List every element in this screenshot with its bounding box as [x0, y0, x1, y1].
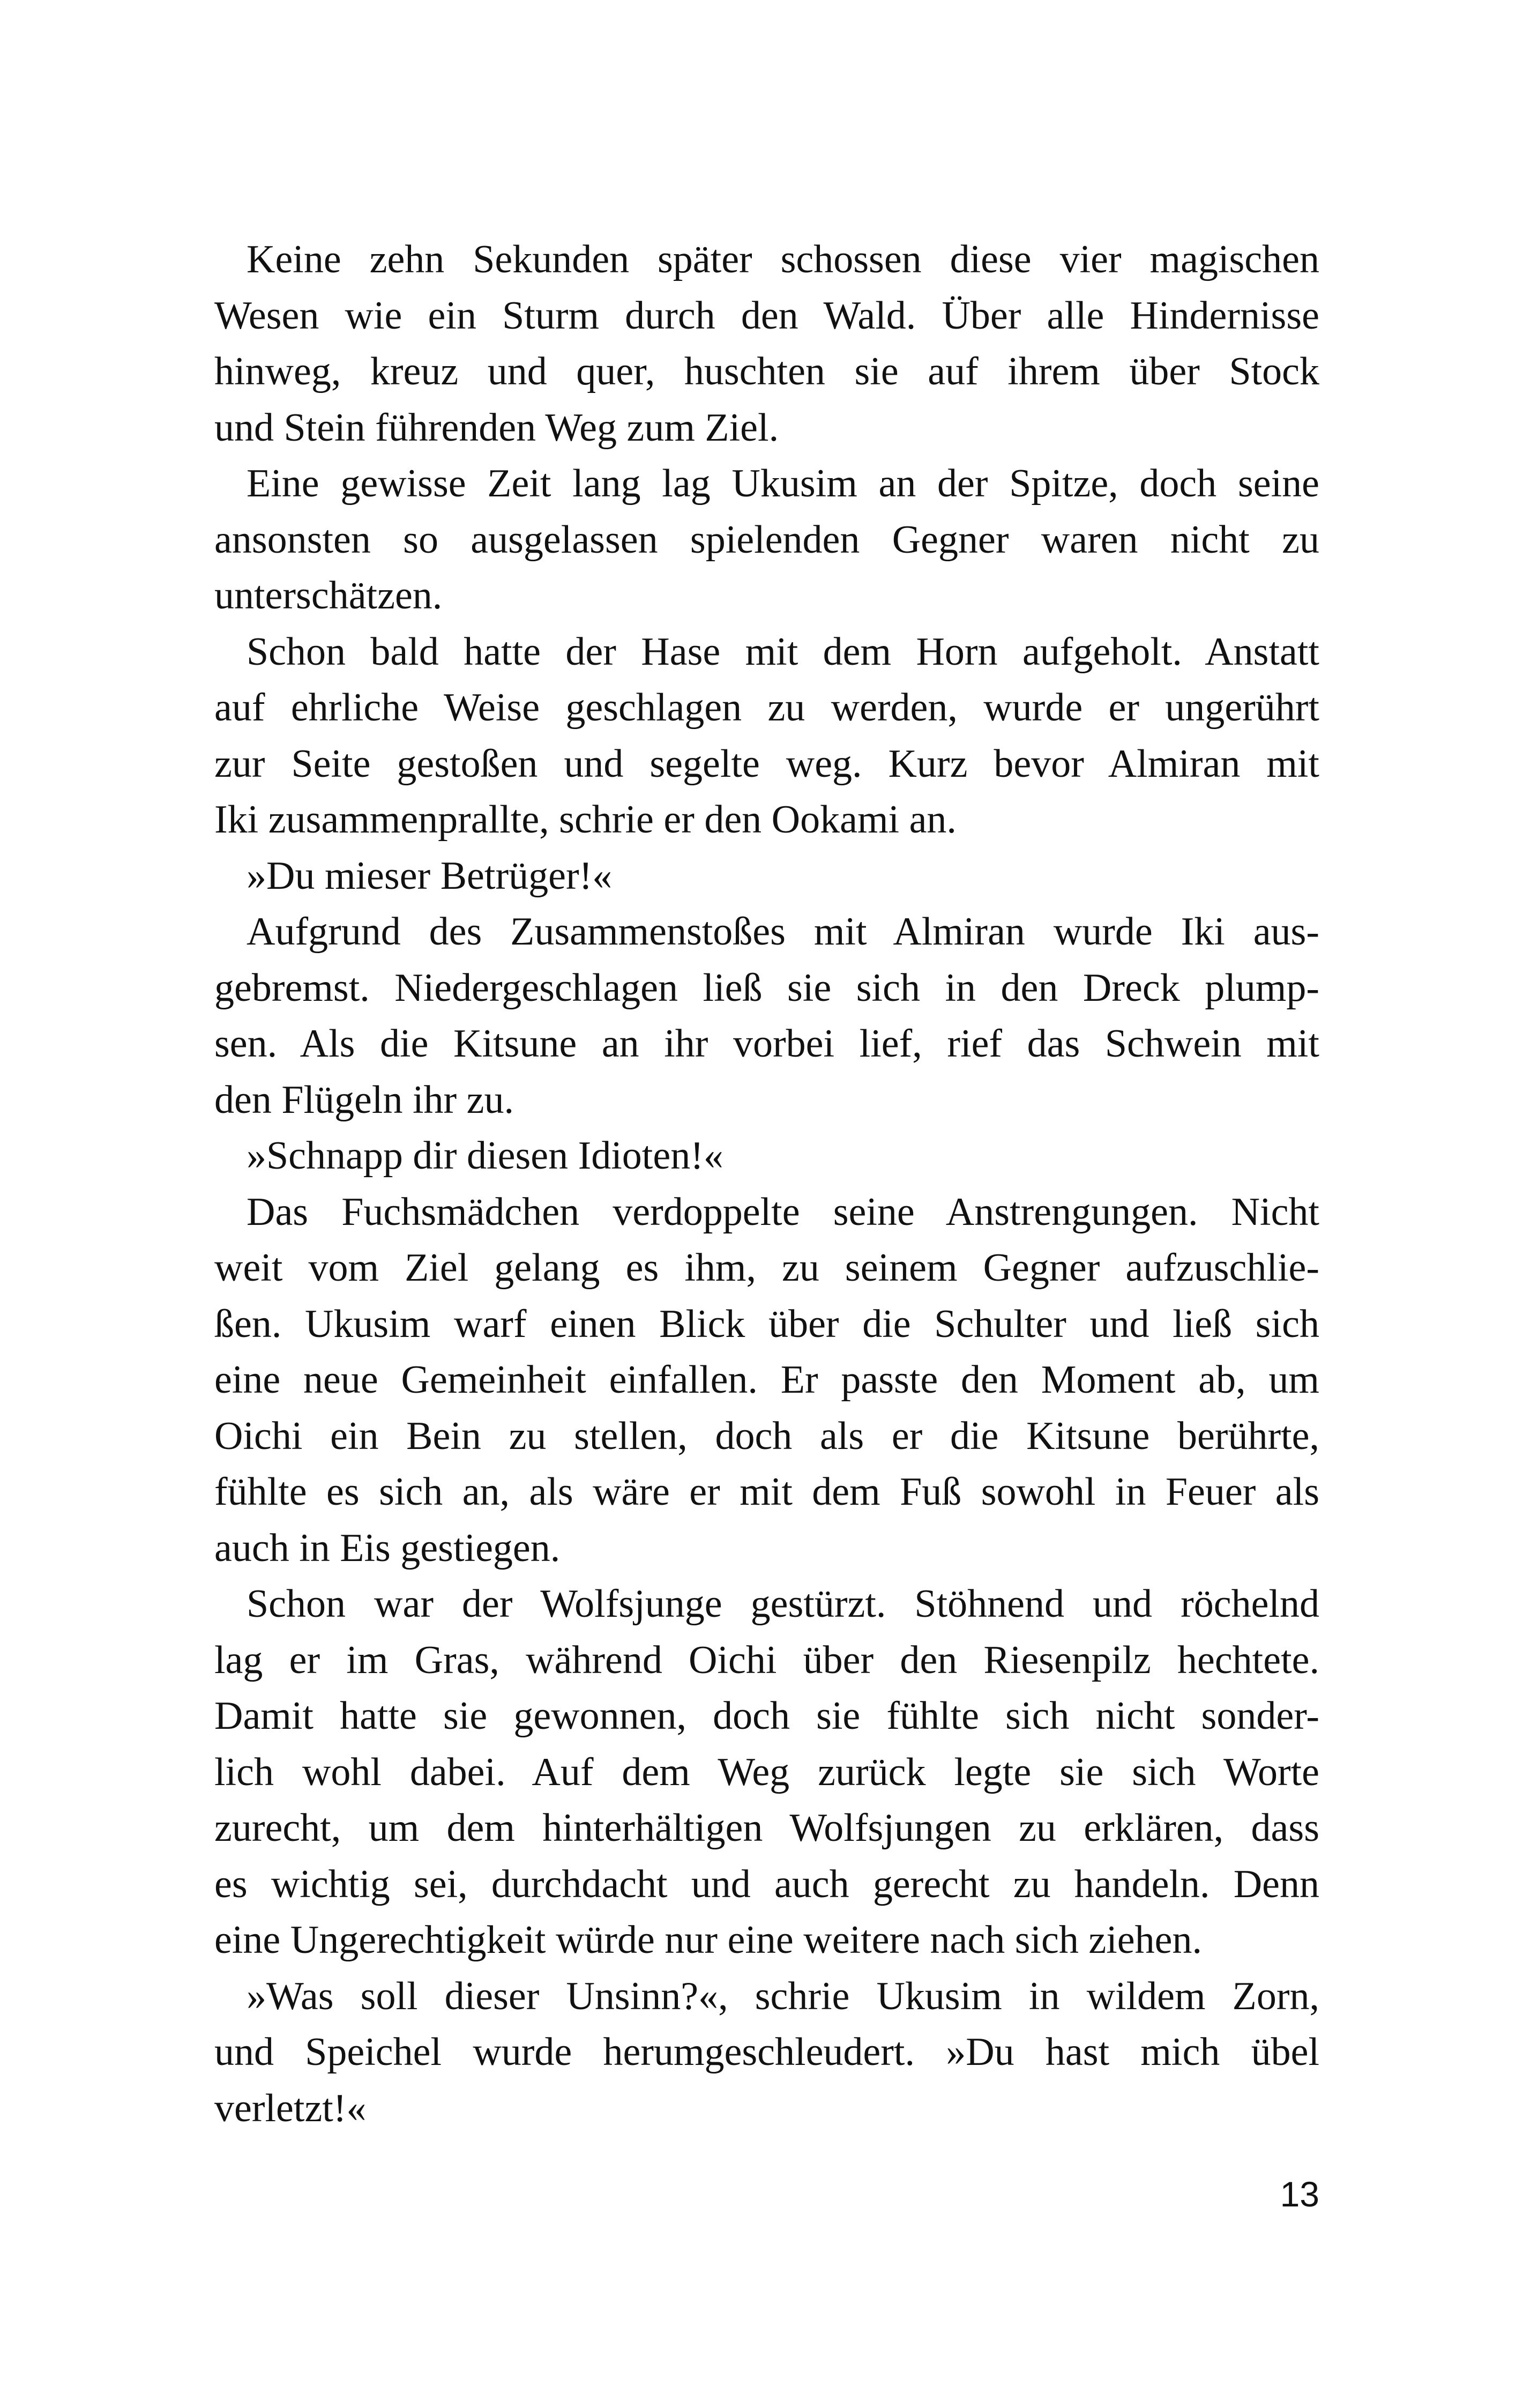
paragraph — [214, 624, 1319, 848]
text-line: es wichtig sei, durchdacht und auch gerecht zu handeln. Denn — [214, 1862, 1319, 1906]
text-line: unterschätzen. — [214, 574, 443, 618]
paragraph — [214, 1968, 1319, 2137]
text-line: verletzt!« — [214, 2086, 367, 2130]
text-line: sen. Als die Kitsune an ihr vorbei lief, rief das Schwein mit — [214, 1022, 1319, 1066]
text-line: zurecht, um dem hinterhältigen Wolfsjungen zu erklären, dass — [214, 1806, 1319, 1850]
body-text — [214, 232, 1319, 2136]
text-line: zur Seite gestoßen und segelte weg. Kurz bevor Almiran mit — [214, 741, 1319, 786]
text-line: Wesen wie ein Sturm durch den Wald. Über alle Hindernisse — [214, 293, 1319, 338]
text-line: ansonsten so ausgelassen spielenden Gegner waren nicht zu — [214, 517, 1319, 562]
paragraph — [214, 232, 1319, 456]
text-line: und Stein führenden Weg zum Ziel. — [214, 405, 779, 450]
text-line: Schon bald hatte der Hase mit dem Horn aufgeholt. Anstatt — [247, 629, 1319, 674]
paragraph — [214, 1128, 1319, 1184]
text-line: und Speichel wurde herumgeschleudert. »Du hast mich übel — [214, 2030, 1319, 2074]
text-line: hinweg, kreuz und quer, huschten sie auf ihrem über Stock — [214, 350, 1319, 393]
text-line: Eine gewisse Zeit lang lag Ukusim an der Spitze, doch seine — [247, 462, 1319, 506]
text-line: Iki zusammenprallte, schrie er den Ookami an. — [214, 798, 957, 842]
text-line: eine Ungerechtigkeit würde nur eine weitere nach sich ziehen. — [214, 1918, 1202, 1962]
text-line: Das Fuchsmädchen verdoppelte seine Anstrengungen. Nicht — [247, 1190, 1319, 1234]
text-line: Schon war der Wolfsjunge gestürzt. Stöhnend und röchelnd — [247, 1582, 1319, 1626]
text-line: »Schnapp dir diesen Idioten!« — [247, 1134, 723, 1178]
text-line: lag er im Gras, während Oichi über den Riesenpilz hechtete. — [214, 1638, 1319, 1682]
text-line: »Du mieser Betrüger!« — [247, 853, 613, 898]
paragraph — [214, 1576, 1319, 1968]
text-line: »Was soll dieser Unsinn?«, schrie Ukusim in wildem Zorn, — [247, 1974, 1319, 2018]
paragraph — [214, 904, 1319, 1128]
text-line: auf ehrliche Weise geschlagen zu werden, wurde er ungerührt — [214, 686, 1319, 730]
text-line: den Flügeln ihr zu. — [214, 1077, 514, 1122]
text-line: Aufgrund des Zusammenstoßes mit Almiran wurde Iki aus- — [247, 910, 1319, 954]
text-line: weit vom Ziel gelang es ihm, zu seinem Gegner aufzuschlie- — [214, 1246, 1319, 1290]
text-line: lich wohl dabei. Auf dem Weg zurück legte sie sich Worte — [214, 1750, 1319, 1794]
text-line: fühlte es sich an, als wäre er mit dem Fuß sowohl in Feuer als — [214, 1470, 1319, 1514]
text-line: gebremst. Niedergeschlagen ließ sie sich in den Dreck plump- — [214, 965, 1319, 1010]
paragraph — [214, 848, 1319, 904]
text-line: ßen. Ukusim warf einen Blick über die Schulter und ließ sich — [214, 1302, 1319, 1346]
paragraph — [214, 1184, 1319, 1577]
text-line: Damit hatte sie gewonnen, doch sie fühlte sich nicht sonder- — [214, 1694, 1319, 1738]
text-line: Keine zehn Sekunden später schossen diese vier magischen — [247, 237, 1319, 281]
paragraph — [214, 456, 1319, 624]
text-line: eine neue Gemeinheit einfallen. Er passte den Moment ab, um — [214, 1358, 1319, 1402]
page-number: 13 — [1280, 2174, 1319, 2214]
text-line: Oichi ein Bein zu stellen, doch als er die Kitsune berührte, — [214, 1414, 1319, 1458]
text-line: auch in Eis gestiegen. — [214, 1526, 561, 1570]
